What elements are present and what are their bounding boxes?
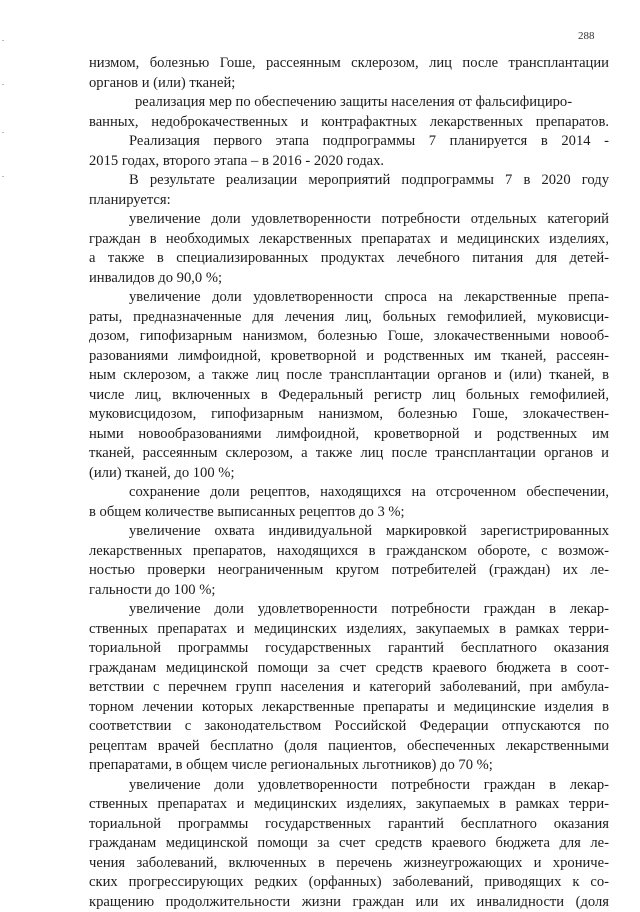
text-line: (или) тканей, до 100 %;: [89, 464, 609, 484]
text-line: дозом, гипофизарным нанизмом, болезнью Гоше, злокачественными новооб-: [89, 327, 609, 347]
text-line: гражданам медицинской помощи за счет средств краевого бюджета для ле-: [89, 834, 609, 854]
text-line: разованиями лимфоидной, кроветворной и родственных им тканей, рассеян-: [89, 347, 609, 367]
text-line: ториальной программы государственных гарантий бесплатного оказания: [89, 639, 609, 659]
text-line: увеличение доли удовлетворенности потребности граждан в лекар-: [89, 776, 609, 796]
text-line: увеличение охвата индивидуальной маркировкой зарегистрированных: [89, 522, 609, 542]
text-line: гальности до 100 %;: [89, 581, 609, 601]
text-line: тканей, рассеянным склерозом, а также лиц после трансплантации органов и: [89, 444, 609, 464]
text-line: реализация мер по обеспечению защиты населения от фальсифициро-: [89, 93, 609, 113]
text-line: 2015 годах, второго этапа – в 2016 - 2020 годах.: [89, 152, 609, 172]
text-line: а также в специализированных продуктах лечебного питания для детей-: [89, 249, 609, 269]
text-line: в общем количестве выписанных рецептов до 3 %;: [89, 503, 609, 523]
scan-margin-marks: [2, 0, 6, 905]
text-line: ванных, недоброкачественных и контрафактных лекарственных препаратов.: [89, 113, 609, 133]
text-line: увеличение доли удовлетворенности спроса на лекарственные препа-: [89, 288, 609, 308]
text-line: ветствии с перечнем групп населения и категорий заболеваний, при амбула-: [89, 678, 609, 698]
text-line: ственных препаратах и медицинских изделиях, закупаемых в рамках терри-: [89, 795, 609, 815]
text-line: Реализация первого этапа подпрограммы 7 планируется в 2014 -: [89, 132, 609, 152]
text-line: ственных препаратах и медицинских изделиях, закупаемых в рамках терри-: [89, 620, 609, 640]
text-line: органов и (или) тканей;: [89, 74, 609, 94]
text-line: увеличение доли удовлетворенности потребности граждан в лекар-: [89, 600, 609, 620]
text-line: ториальной программы государственных гарантий бесплатного оказания: [89, 815, 609, 835]
text-line: планируется:: [89, 191, 609, 211]
text-line: соответствии с законодательством Российской Федерации отпускаются по: [89, 717, 609, 737]
text-line: инвалидов до 90,0 %;: [89, 269, 609, 289]
text-line: низмом, болезнью Гоше, рассеянным склерозом, лиц после трансплантации: [89, 54, 609, 74]
page-number: 288: [578, 30, 595, 42]
text-line: препаратами, в общем числе региональных льготников) до 70 %;: [89, 756, 609, 776]
text-line: муковисцидозом, гипофизарным нанизмом, болезнью Гоше, злокачествен-: [89, 405, 609, 425]
text-line: торном лечении которых лекарственные препараты и медицинские изделия в: [89, 698, 609, 718]
document-body: [89, 54, 609, 912]
text-line: В результате реализации мероприятий подпрограммы 7 в 2020 году: [89, 171, 609, 191]
text-line: рецептам врачей бесплатно (доля пациентов, обеспеченных лекарственными: [89, 737, 609, 757]
text-line: ным склерозом, а также лиц после трансплантации органов и (или) тканей, в: [89, 366, 609, 386]
text-line: числе лиц, включенных в Федеральный регистр лиц больных гемофилией,: [89, 386, 609, 406]
text-line: лекарственных препаратов, находящихся в гражданском обороте, с возмож-: [89, 542, 609, 562]
text-line: ских прогрессирующих редких (орфанных) заболеваний, приводящих к со-: [89, 873, 609, 893]
text-line: раты, предназначенные для лечения лиц, больных гемофилией, муковисци-: [89, 308, 609, 328]
text-line: ностью проверки неограниченным кругом потребителей (граждан) их ле-: [89, 561, 609, 581]
text-line: гражданам медицинской помощи за счет средств краевого бюджета в соот-: [89, 659, 609, 679]
text-line: кращению продолжительности жизни граждан или их инвалидности (доля: [89, 893, 609, 912]
text-line: граждан в необходимых лекарственных препаратах и медицинских изделиях,: [89, 230, 609, 250]
text-line: сохранение доли рецептов, находящихся на отсроченном обеспечении,: [89, 483, 609, 503]
text-line: чения заболеваний, включенных в перечень жизнеугрожающих и хрониче-: [89, 854, 609, 874]
text-line: увеличение доли удовлетворенности потребности отдельных категорий: [89, 210, 609, 230]
text-line: ными новообразованиями лимфоидной, кроветворной и родственных им: [89, 425, 609, 445]
